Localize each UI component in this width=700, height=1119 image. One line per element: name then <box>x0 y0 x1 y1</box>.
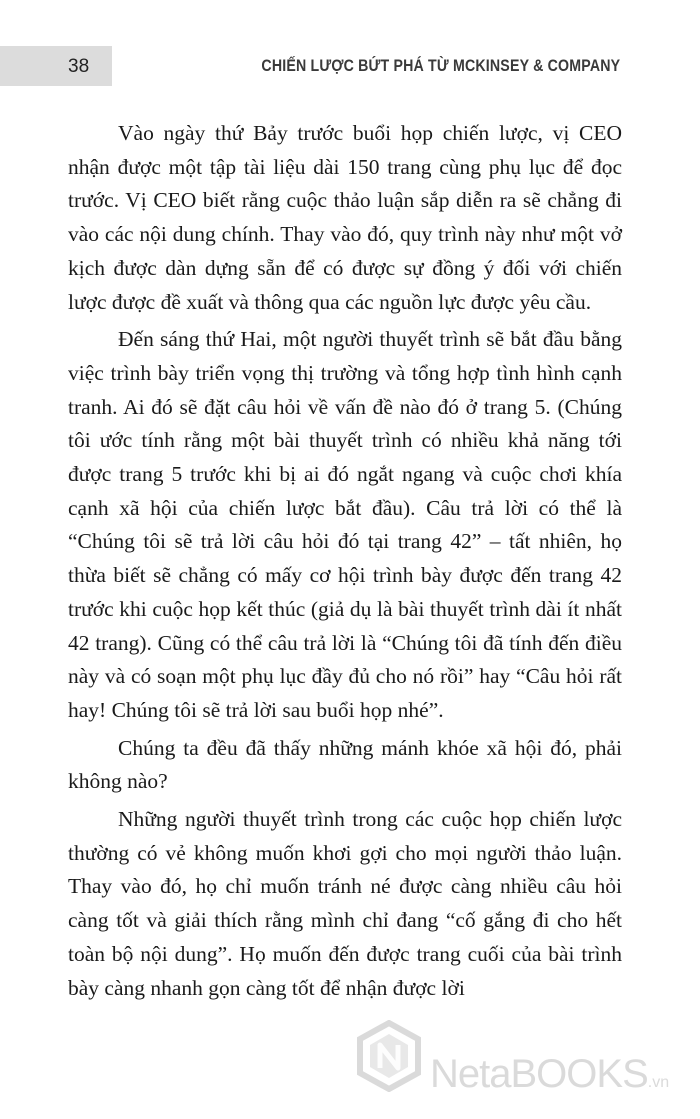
paragraph-1: Vào ngày thứ Bảy trước buổi họp chiến lược, vị CEO nhận được một tập tài liệu dài 150 trang cùng phụ lục để đọc trước. Vị CEO biết rằng cuộc thảo luận sắp diễn ra sẽ chẳng đi vào các nội dung chính. Thay vào đó, quy trình này như một vở kịch được dàn dựng sẵn để có được sự đồng ý đối với chiến lược được đề xuất và thông qua các nguồn lực được yêu cầu. <box>68 121 622 314</box>
running-title: CHIẾN LƯỢC BỨT PHÁ TỪ MCKINSEY & COMPANY <box>261 57 620 75</box>
watermark-text <box>430 1052 669 1097</box>
page-number-band <box>0 46 112 86</box>
body-text <box>68 117 622 1009</box>
paragraph-2: Đến sáng thứ Hai, một người thuyết trình sẽ bắt đầu bằng việc trình bày triển vọng thị trường và tổng hợp tình hình cạnh tranh. Ai đó sẽ đặt câu hỏi về vấn đề nào đó ở trang 5. (Chúng tôi ước tính rằng một bài thuyết trình có nhiều khả năng tới được trang 5 trước khi bị ai đó ngắt ngang và cuộc chơi khía cạnh xã hội của chiến lược bắt đầu). Câu trả lời có thể là “Chúng tôi sẽ trả lời câu hỏi đó tại trang 42” – tất nhiên, họ thừa biết sẽ chẳng có mấy cơ hội trình bày được đến trang 42 trước khi cuộc họp kết thúc (giả dụ là bài thuyết trình dài ít nhất 42 trang). Cũng có thể câu trả lời là “Chúng tôi đã tính đến điều này và có soạn một phụ lục đầy đủ cho nó rồi” hay “Câu hỏi rất hay! Chúng tôi sẽ trả lời sau buổi họp nhé”. <box>68 327 622 722</box>
paragraph-4: Những người thuyết trình trong các cuộc họp chiến lược thường có vẻ không muốn khơi gợi cho mọi người thảo luận. Thay vào đó, họ chỉ muốn tránh né được càng nhiều câu hỏi càng tốt và giải thích rằng mình chỉ đang “cố gắng đi cho hết toàn bộ nội dung”. Họ muốn đến được trang cuối của bài trình bày càng nhanh gọn càng tốt để nhận được lời <box>68 807 622 1000</box>
netabooks-logo-icon <box>356 1020 422 1092</box>
watermark-suffix: .vn <box>647 1074 670 1091</box>
watermark <box>356 1020 696 1110</box>
page-number: 38 <box>68 56 90 77</box>
paragraph-3: Chúng ta đều đã thấy những mánh khóe xã hội đó, phải không nào? <box>68 735 622 794</box>
watermark-brand: NetaBOOKS <box>430 1052 648 1096</box>
